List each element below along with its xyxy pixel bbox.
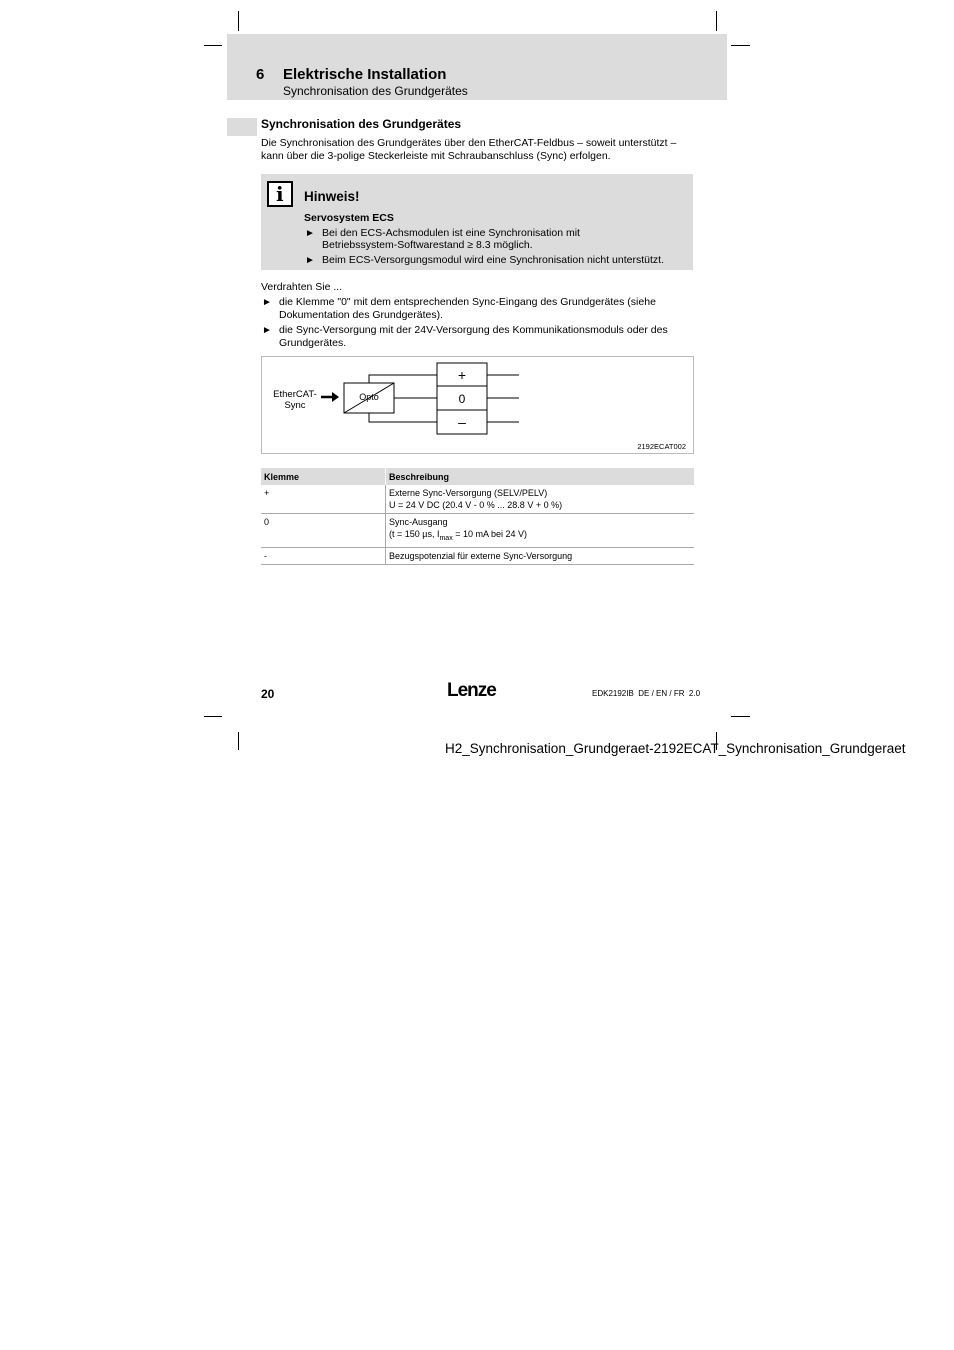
chapter-title: Elektrische Installation: [283, 66, 447, 83]
bullet-arrow-icon: ►: [262, 297, 272, 308]
bullet-arrow-icon: ►: [305, 228, 315, 239]
wiring-lead: Verdrahten Sie ...: [261, 281, 343, 293]
note-bullet-1-line-2: Betriebssystem-Softwarestand ≥ 8.3 möglich.: [322, 239, 533, 251]
terminal-zero-label: 0: [458, 392, 466, 406]
document-reference: EDK2192IB DE / EN / FR 2.0: [592, 689, 701, 698]
file-identifier: H2_Synchronisation_Grundgeraet-2192ECAT_Synchronisation_Grundgeraet: [445, 741, 906, 756]
desc-text: (t = 150 µs, I: [389, 529, 440, 539]
crop-mark: [204, 716, 222, 717]
crop-mark: [238, 11, 239, 31]
crop-mark: [716, 11, 717, 31]
note-bullet-1-line-1: Bei den ECS-Achsmodulen ist eine Synchronisation mit: [322, 227, 580, 239]
wiring-bullet-1-line-2: Dokumentation des Grundgerätes).: [279, 309, 444, 321]
wire: [369, 413, 437, 422]
table-header-klemme: Klemme: [261, 468, 386, 485]
table-cell-beschreibung: [386, 485, 695, 514]
figure-id: 2192ECAT002: [637, 442, 686, 451]
table-cell-beschreibung: [386, 514, 695, 548]
table-row: [261, 547, 694, 564]
note-title: Hinweis!: [304, 189, 360, 204]
desc-line: Externe Sync-Versorgung (SELV/PELV): [389, 488, 548, 498]
table-cell-beschreibung: [386, 547, 695, 564]
diagram-input-label: Sync: [284, 400, 306, 411]
wiring-diagram: [261, 356, 694, 454]
desc-text: = 10 mA bei 24 V): [452, 529, 527, 539]
table-header-row: [261, 468, 694, 485]
table-cell-klemme: -: [261, 547, 386, 564]
terminal-plus-label: +: [457, 367, 467, 383]
crop-mark: [204, 45, 222, 46]
chapter-number: 6: [256, 66, 265, 83]
table-row: [261, 514, 694, 548]
crop-mark: [731, 45, 750, 46]
opto-label: Opto: [359, 392, 379, 402]
desc-line: Bezugspotenzial für externe Sync-Versorgung: [389, 550, 573, 561]
desc-subscript: max: [439, 534, 453, 542]
crop-mark: [238, 732, 239, 750]
arrow-head: [332, 392, 339, 402]
intro-line-2: kann über die 3-polige Steckerleiste mit Schraubanschluss (Sync) erfolgen.: [261, 150, 611, 162]
info-icon: i: [267, 181, 293, 207]
wiring-bullet-1-line-1: die Klemme "0" mit dem entsprechenden Sync-Eingang des Grundgerätes (siehe: [279, 296, 656, 308]
wire: [369, 375, 437, 383]
crop-mark: [731, 716, 750, 717]
intro-line-1: Die Synchronisation des Grundgerätes über den EtherCAT-Feldbus – soweit unterstützt –: [261, 137, 677, 149]
note-subtitle: Servosystem ECS: [304, 212, 394, 224]
desc-line: [389, 528, 691, 545]
desc-line: U = 24 V DC (20.4 V - 0 % ... 28.8 V + 0 %): [389, 500, 563, 510]
note-bullet-2-line-1: Beim ECS-Versorgungsmodul wird eine Synchronisation nicht unterstützt.: [322, 254, 664, 266]
section-side-marker: [227, 118, 257, 136]
bullet-arrow-icon: ►: [305, 255, 315, 266]
bullet-arrow-icon: ►: [262, 325, 272, 336]
terminal-table: [261, 468, 694, 565]
table-header-beschreibung: Beschreibung: [386, 468, 695, 485]
table-cell-klemme: 0: [261, 514, 386, 548]
terminal-minus-label: –: [458, 414, 466, 430]
table-row: [261, 485, 694, 514]
table-cell-klemme: +: [261, 485, 386, 514]
diagram-input-label: EtherCAT-: [273, 389, 317, 400]
lenze-logo: Lenze: [447, 680, 496, 701]
section-heading: Synchronisation des Grundgerätes: [261, 117, 462, 131]
wiring-bullet-2-line-1: die Sync-Versorgung mit der 24V-Versorgung des Kommunikationsmoduls oder des: [279, 324, 668, 336]
desc-line: Sync-Ausgang: [389, 517, 448, 527]
wiring-bullet-2-line-2: Grundgerätes.: [279, 337, 347, 349]
page-number: 20: [261, 687, 275, 701]
chapter-subtitle: Synchronisation des Grundgerätes: [283, 84, 468, 98]
